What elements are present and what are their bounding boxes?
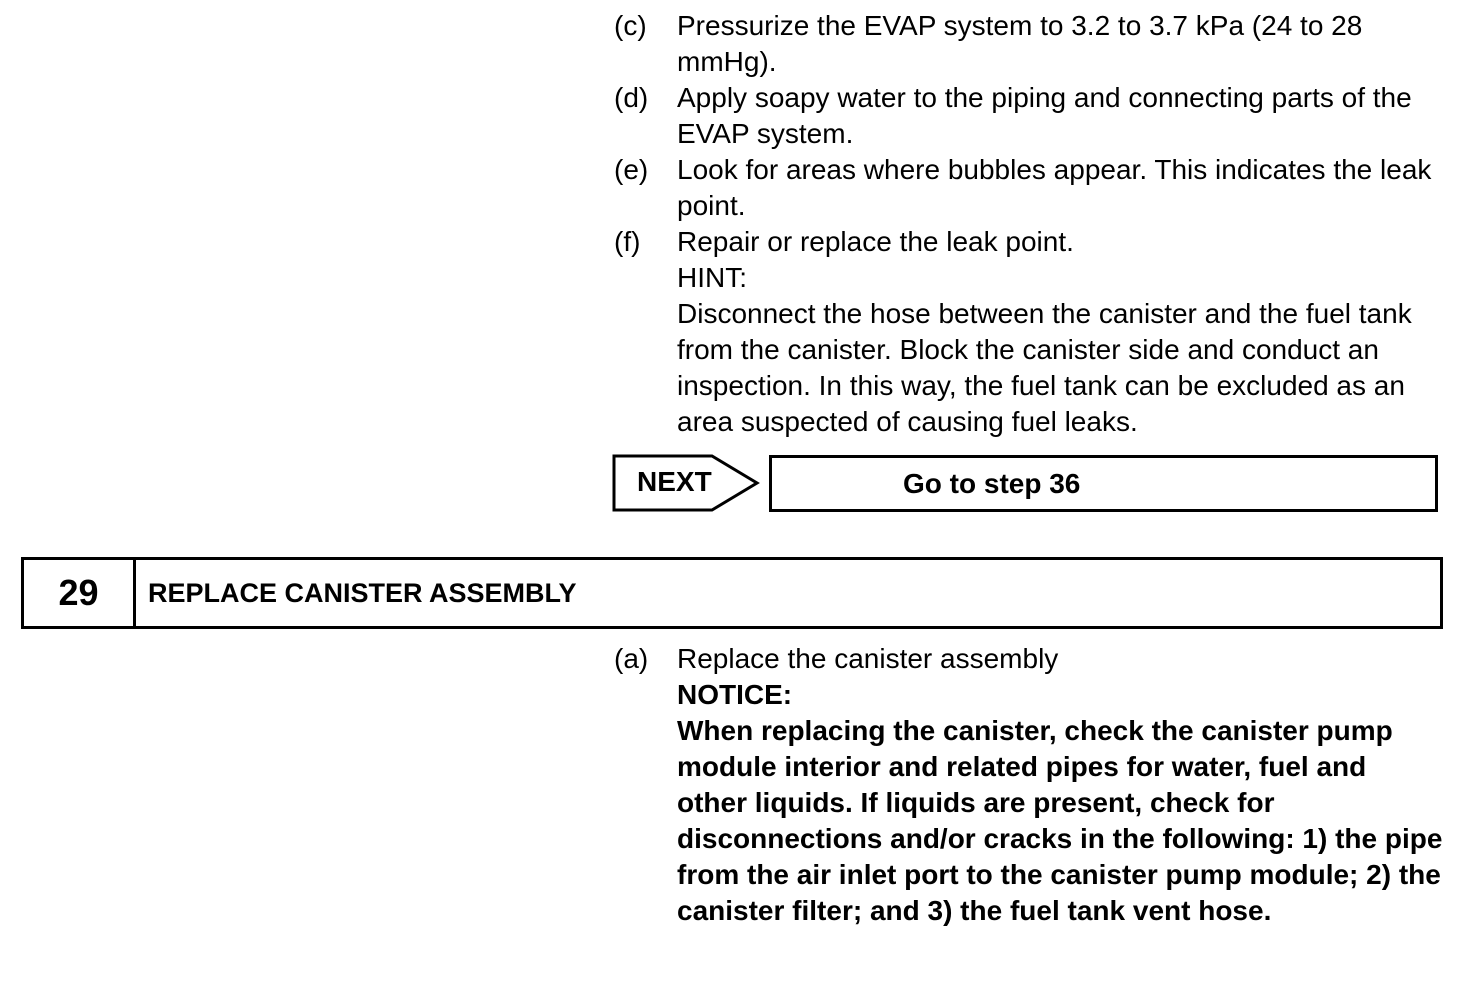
next-label: NEXT xyxy=(637,466,712,497)
step-text: Look for areas where bubbles appear. This indicates the leak point. xyxy=(677,154,1432,221)
step-f xyxy=(614,224,1444,440)
step-letter: (d) xyxy=(614,82,649,113)
step-e xyxy=(614,152,1444,224)
step-text: Pressurize the EVAP system to 3.2 to 3.7 kPa (24 to 28 mmHg). xyxy=(677,10,1363,77)
step-letter: (e) xyxy=(614,154,649,185)
section-title: REPLACE CANISTER ASSEMBLY xyxy=(148,577,577,608)
next-badge xyxy=(612,454,762,512)
notice-label: NOTICE: xyxy=(677,679,793,710)
step-c xyxy=(614,8,1444,80)
section-header xyxy=(21,557,1443,629)
step-letter: (c) xyxy=(614,10,647,41)
step-letter: (a) xyxy=(614,643,649,674)
notice-text: When replacing the canister, check the canister pump module interior and related pipes for water, fuel and other liquids. If liquids are present, check for disconnections and/or cracks in the following: 1) the pipe from the air inlet port to the canister pump module; 2) the canister filter; and 3) the fuel tank vent hose. xyxy=(677,715,1443,926)
step-a xyxy=(614,641,1444,929)
step-d xyxy=(614,80,1444,152)
hint-text: Disconnect the hose between the canister and the fuel tank from the canister. Block the canister side and conduct an inspection. In this way, the fuel tank can be excluded as an area suspected of causing fuel leaks. xyxy=(677,298,1412,437)
section-number: 29 xyxy=(24,560,136,626)
step-list-bottom xyxy=(614,641,1444,929)
step-list-top xyxy=(614,8,1444,440)
next-target-text: Go to step 36 xyxy=(903,468,1081,499)
step-text: Replace the canister assembly xyxy=(677,643,1059,674)
hint-label: HINT: xyxy=(677,262,747,293)
step-text: Apply soapy water to the piping and connecting parts of the EVAP system. xyxy=(677,82,1412,149)
next-target-box xyxy=(769,455,1438,512)
step-text: Repair or replace the leak point. xyxy=(677,226,1074,257)
step-letter: (f) xyxy=(614,226,641,257)
